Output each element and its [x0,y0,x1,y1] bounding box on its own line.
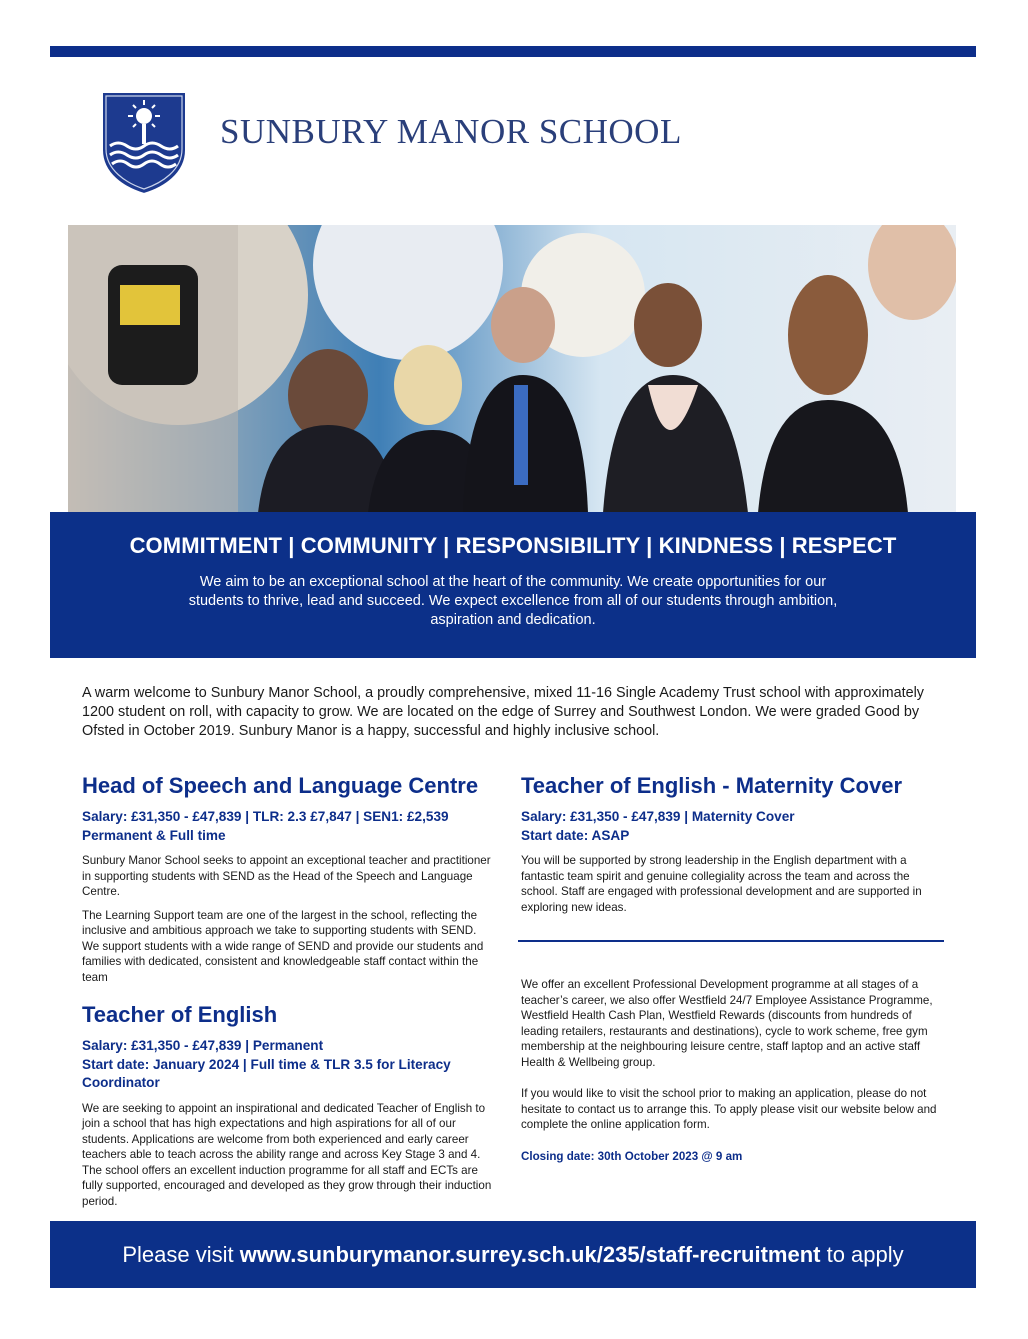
job-title-english: Teacher of English [82,1002,278,1027]
hero-photo [68,225,956,513]
job-salary: Salary: £31,350 - £47,839 | Permanent [82,1038,324,1053]
job-meta-english [82,1037,492,1093]
job-start-date: Start date: ASAP [521,827,630,843]
left-column [82,772,492,1209]
job-meta-maternity [521,808,941,845]
right-column [521,772,941,915]
benefits-text: We offer an excellent Professional Development programme at all stages of a teacher’s career, we also offer Westfield 24/7 Employee Assistance Programme, Westfield Health Cash Plan, Westfield Rewards (discounts from hundreds of leading retailers, restaurants and destinations), cycle to work scheme, free gym membership at the neighbouring leisure centre, staff laptop and an active staff Health & Wellbeing group. [521,978,933,1069]
footer-prefix: Please visit [122,1241,240,1267]
job-salary: Salary: £31,350 - £47,839 | Maternity Cover [521,809,795,824]
footer-banner [50,1221,976,1288]
job-title-speech: Head of Speech and Language Centre [82,773,479,798]
closing-date: Closing date: 30th October 2023 @ 9 am [521,1149,743,1163]
job-description: Sunbury Manor School seeks to appoint an exceptional teacher and practitioner in supporting students with SEND as the Head of the Speech and Language Centre. [82,854,491,898]
job-title-maternity: Teacher of English - Maternity Cover [521,773,903,798]
welcome-text: A warm welcome to Sunbury Manor School, a proudly comprehensive, mixed 11-16 Single Academy Trust school with approximately 1200 student on roll, with capacity to grow. We are located on the edge of Surrey and Southwest London. We were graded Good by Ofsted in October 2019. Sunbury Manor is a happy, successful and highly inclusive school. [82,685,924,739]
section-divider [518,940,944,942]
job-meta-speech [82,808,492,845]
school-name: SUNBURY MANOR SCHOOL [220,112,682,151]
job-description: You will be supported by strong leadership in the English department with a fantastic team spirit and genuine collegiality across the team and across the school. Staff are engaged with professional development and are supported in exploring new ideas. [521,854,922,914]
masthead [98,88,682,196]
job-contract: Permanent & Full time [82,827,226,843]
recruitment-link[interactable]: www.sunburymanor.surrey.sch.uk/235/staff-recruitment [239,1241,821,1267]
footer-suffix: to apply [820,1241,904,1267]
values-text: We aim to be an exceptional school at the heart of the community. We create opportunities for our students to thrive, lead and succeed. We expect excellence from all of our students through ambition, aspiration and dedication. [188,574,838,628]
job-start-date: Start date: January 2024 | Full time & TLR 3.5 for Literacy Coordinator [82,1056,451,1090]
school-crest-icon [98,88,190,196]
job-description: We are seeking to appoint an inspirational and dedicated Teacher of English to join a school that has high expectations and high aspirations for all of our students. Applications are welcome from both experienced and early career teachers able to teach across the ability range and across Key Stage 3 and 4. The school offers an excellent induction programme for all staff and ECTs are fully supported, encouraged and developed as they grow through their induction period. [82,1101,492,1208]
values-banner [50,512,976,658]
job-description: The Learning Support team are one of the largest in the school, reflecting the inclusive and ambitious approach we take to supporting students with SEND. We support students with a wide range of SEND and provide our students and families with dedicated, consistent and knowledgeable staff contact within the team [82,908,484,984]
job-salary: Salary: £31,350 - £47,839 | TLR: 2.3 £7,847 | SEN1: £2,539 [82,809,449,824]
top-rule [50,46,976,57]
visit-text: If you would like to visit the school prior to making an application, please do not hesitate to contact us to arrange this. To apply please visit our website below and complete the online application form. [521,1087,937,1131]
values-title: COMMITMENT | COMMUNITY | RESPONSIBILITY | KINDNESS | RESPECT [129,533,897,558]
benefits-section [521,977,941,1164]
